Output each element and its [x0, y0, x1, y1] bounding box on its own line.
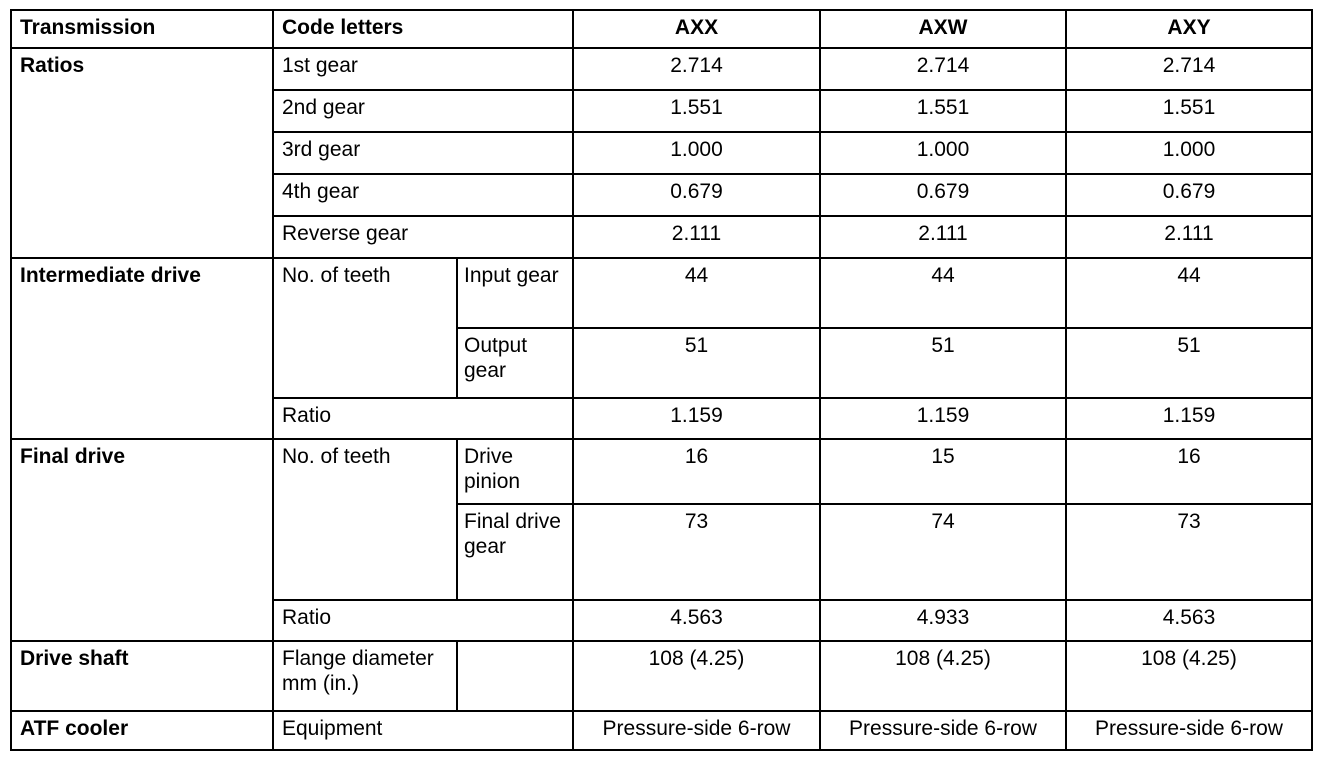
table-cell: 108 (4.25)	[820, 641, 1066, 711]
category-atf-cooler: ATF cooler	[11, 711, 273, 750]
sub-label-output-gear: Output gear	[457, 328, 573, 398]
table-cell: Pressure-side 6-row	[573, 711, 820, 750]
table-cell: 1.000	[573, 132, 820, 174]
empty-cell	[457, 641, 573, 711]
table-cell: 44	[1066, 258, 1312, 328]
table-row	[11, 711, 1312, 750]
table-cell: 1.551	[820, 90, 1066, 132]
table-cell: 1.551	[573, 90, 820, 132]
header-code-letters: Code letters	[273, 10, 573, 48]
table-row	[11, 439, 1312, 504]
table-cell: 73	[573, 504, 820, 600]
row-label-teeth: No. of teeth	[273, 258, 457, 398]
table-cell: 44	[573, 258, 820, 328]
row-label: Reverse gear	[273, 216, 573, 258]
table-cell: 108 (4.25)	[1066, 641, 1312, 711]
table-cell: 74	[820, 504, 1066, 600]
header-code-axy: AXY	[1066, 10, 1312, 48]
sub-label-final-drive-gear: Final drive gear	[457, 504, 573, 600]
header-row	[11, 10, 1312, 48]
table-cell: 1.159	[1066, 398, 1312, 439]
table-cell: 51	[820, 328, 1066, 398]
table-row	[11, 258, 1312, 328]
table-cell: 1.000	[1066, 132, 1312, 174]
table-cell: 51	[1066, 328, 1312, 398]
table-cell: 2.111	[820, 216, 1066, 258]
transmission-spec-table	[10, 9, 1313, 751]
table-cell: 1.159	[820, 398, 1066, 439]
table-cell: 4.563	[573, 600, 820, 641]
row-label: Ratio	[273, 398, 573, 439]
category-ratios: Ratios	[11, 48, 273, 258]
category-drive-shaft: Drive shaft	[11, 641, 273, 711]
table-cell: 1.000	[820, 132, 1066, 174]
table-cell: 44	[820, 258, 1066, 328]
table-cell: 2.111	[573, 216, 820, 258]
sub-label-drive-pinion: Drive pinion	[457, 439, 573, 504]
table-cell: 108 (4.25)	[573, 641, 820, 711]
row-label: 3rd gear	[273, 132, 573, 174]
header-code-axw: AXW	[820, 10, 1066, 48]
table-cell: 2.111	[1066, 216, 1312, 258]
table-cell: 0.679	[820, 174, 1066, 216]
table-cell: 51	[573, 328, 820, 398]
table-cell: 15	[820, 439, 1066, 504]
row-label: 2nd gear	[273, 90, 573, 132]
table-cell: 16	[573, 439, 820, 504]
table-cell: 4.933	[820, 600, 1066, 641]
table-cell: Pressure-side 6-row	[820, 711, 1066, 750]
table-cell: 16	[1066, 439, 1312, 504]
row-label: Ratio	[273, 600, 573, 641]
category-intermediate-drive: Intermediate drive	[11, 258, 273, 439]
row-label: 4th gear	[273, 174, 573, 216]
table-cell: 1.159	[573, 398, 820, 439]
table-row	[11, 641, 1312, 711]
row-label-flange-diameter: Flange diameter mm (in.)	[273, 641, 457, 711]
table-cell: 4.563	[1066, 600, 1312, 641]
table-cell: 1.551	[1066, 90, 1312, 132]
table-cell: 2.714	[573, 48, 820, 90]
row-label: 1st gear	[273, 48, 573, 90]
table-cell: 0.679	[1066, 174, 1312, 216]
table-row	[11, 48, 1312, 90]
table-cell: 0.679	[573, 174, 820, 216]
row-label-teeth: No. of teeth	[273, 439, 457, 600]
row-label-equipment: Equipment	[273, 711, 573, 750]
sub-label-input-gear: Input gear	[457, 258, 573, 328]
category-final-drive: Final drive	[11, 439, 273, 641]
table-cell: 73	[1066, 504, 1312, 600]
table-cell: 2.714	[820, 48, 1066, 90]
table-cell: Pressure-side 6-row	[1066, 711, 1312, 750]
header-transmission: Transmission	[11, 10, 273, 48]
header-code-axx: AXX	[573, 10, 820, 48]
table-cell: 2.714	[1066, 48, 1312, 90]
